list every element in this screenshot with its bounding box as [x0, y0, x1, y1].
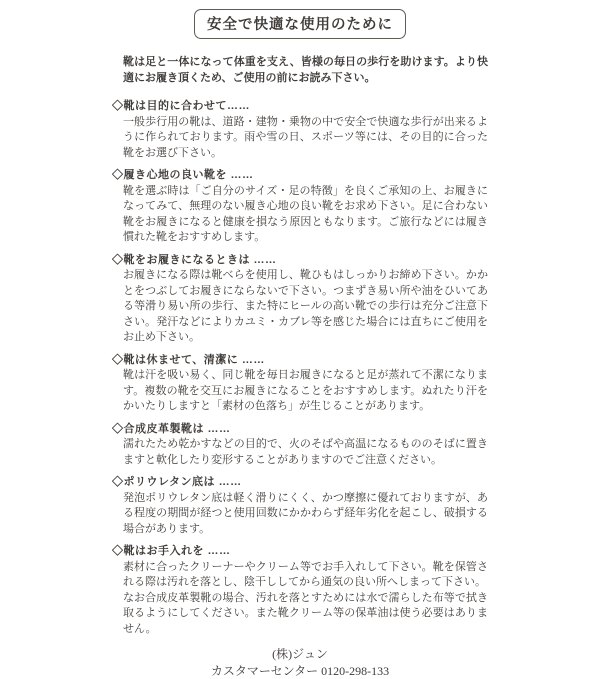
section-body: 発泡ポリウレタン底は軽く滑りにくく、かつ摩擦に優れておりますが、ある程度の期間が経つと使用回数にかかわらず経年劣化を起こし、破損する場合があります。	[123, 491, 488, 538]
section-body: 靴を選ぶ時は「ご自分のサイズ・足の特徴」を良くご承知の上、お履きになってみて、無理のない履き心地の良い靴をお求め下さい。足に合わない靴をお履きになると健康を損なう原因ともなります。ご旅行などには履き慣れた靴をおすすめします。	[123, 184, 488, 246]
section-heading: ◇ポリウレタン底は ……	[112, 475, 488, 491]
section-shoe-care	[112, 544, 488, 637]
content-column	[112, 55, 488, 637]
section-body: 一般歩行用の靴は、道路・建物・乗物の中で安全で快適な歩行が出来るように作られております。雨や雪の日、スポーツ等には、その目的に合った靴をお選び下さい。	[123, 115, 488, 162]
section-body: お履きになる際は靴べらを使用し、靴ひもはしっかりお締め下さい。かかとをつぶしてお履きにならないで下さい。つまずき易い所や油をひいてある等滑り易い所の歩行、また特にヒールの高い靴での歩行は充分ご注意下さい。発汗などによりカユミ・カブレ等を感じた場合には直ちにご使用をお止め下さい。	[123, 268, 488, 346]
customer-center-phone: カスタマーセンター 0120-298-133	[0, 663, 600, 679]
section-fit-for-purpose	[112, 99, 488, 161]
section-polyurethane-sole	[112, 475, 488, 537]
title-row	[0, 0, 600, 39]
section-body: 靴は汗を吸い易く、同じ靴を毎日お履きになると足が蒸れて不潔になります。複数の靴を交互にお履きになることをおすすめします。ぬれたり汗をかいたりしますと「素材の色落ち」が生じることがあります。	[123, 368, 488, 415]
section-rest-and-clean	[112, 353, 488, 415]
section-heading: ◇靴は休ませて、清潔に ……	[112, 353, 488, 369]
section-heading: ◇靴は目的に合わせて……	[112, 99, 488, 115]
intro-paragraph: 靴は足と一体になって体重を支え、皆様の毎日の歩行を助けます。より快適にお履き頂くため、ご使用の前にお読み下さい。	[123, 55, 488, 86]
section-heading: ◇合成皮革製靴は ……	[112, 422, 488, 438]
section-heading: ◇靴はお手入れを ……	[112, 544, 488, 560]
section-body-continued: なお合成皮革製靴の場合、汚れを落とすためには水で濡らした布等で拭き取るようにしてください。また靴クリーム等の保革油は使う必要はありません。	[123, 591, 488, 638]
section-heading: ◇靴をお履きになるときは ……	[112, 253, 488, 269]
company-name: (株)ジュン	[0, 646, 600, 663]
section-comfortable-shoes	[112, 168, 488, 246]
section-body: 素材に合ったクリーナーやクリーム等でお手入れして下さい。靴を保管される際は汚れを落とし、陰干ししてから通気の良い所へしまって下さい。	[123, 560, 488, 591]
section-when-wearing	[112, 253, 488, 346]
document-title: 安全で快適な使用のために	[194, 9, 406, 39]
footer	[0, 646, 600, 679]
section-body: 濡れたため乾かすなどの目的で、火のそばや高温になるもののそばに置きますと軟化したり変形することがありますのでご注意ください。	[123, 437, 488, 468]
section-synthetic-leather	[112, 422, 488, 469]
section-heading: ◇履き心地の良い靴を ……	[112, 168, 488, 184]
